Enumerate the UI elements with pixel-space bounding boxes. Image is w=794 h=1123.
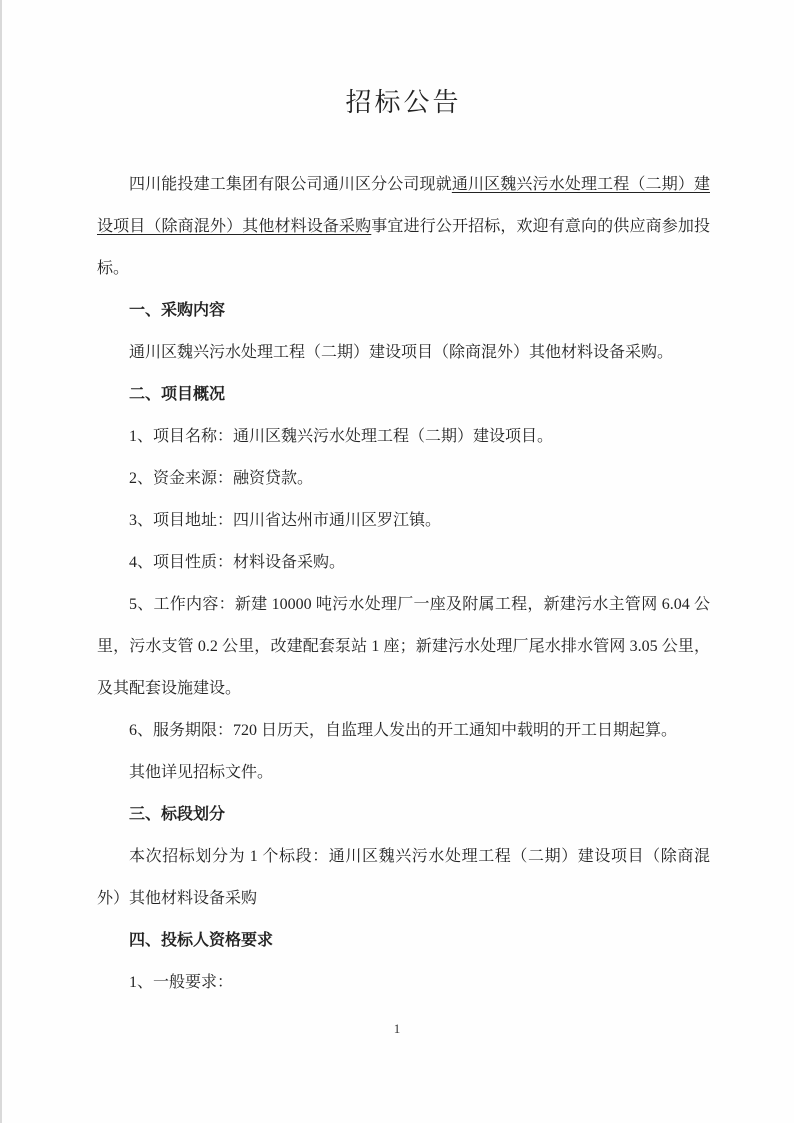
section2-item-service-period: 6、服务期限：720 日历天，自监理人发出的开工通知中载明的开工日期起算。	[129, 722, 678, 739]
section2-note: 其他详见招标文件。	[129, 764, 274, 781]
section2-heading: 二、项目概况	[129, 386, 226, 403]
page-number: 1	[393, 1021, 401, 1036]
intro-underlined-project-name: 通川区魏兴污水处理工程（二期）建设项目（除商混外）其他材料设备采购	[97, 176, 710, 235]
section3-heading: 三、标段划分	[129, 806, 226, 823]
section4-heading: 四、投标人资格要求	[129, 932, 274, 949]
intro-paragraph	[97, 164, 710, 290]
intro-suffix-text: 事宜进行公开招标，欢迎有意向的供应商参加投标。	[97, 218, 710, 277]
section2-item-work-content: 5、工作内容：新建 10000 吨污水处理厂一座及附属工程，新建污水主管网 6.04 公里，污水支管 0.2 公里，改建配套泵站 1 座；新建污水处理厂尾水排水管网 3.05 公里，及其配套设施建设。	[97, 596, 710, 697]
section2-item-funding-source: 2、资金来源：融资贷款。	[129, 470, 314, 487]
document-title: 招标公告	[345, 88, 462, 117]
section2-item-project-nature: 4、项目性质：材料设备采购。	[129, 554, 346, 571]
section4-item-general-requirements: 1、一般要求：	[129, 974, 234, 991]
section1-body: 通川区魏兴污水处理工程（二期）建设项目（除商混外）其他材料设备采购。	[129, 344, 674, 361]
section3-body: 本次招标划分为 1 个标段：通川区魏兴污水处理工程（二期）建设项目（除商混外）其他材料设备采购	[97, 848, 710, 907]
section2-item-project-address: 3、项目地址：四川省达州市通川区罗江镇。	[129, 512, 442, 529]
document-content	[97, 0, 710, 1004]
intro-prefix-text: 四川能投建工集团有限公司通川区分公司现就	[129, 176, 452, 193]
section1-heading: 一、采购内容	[129, 302, 226, 319]
section2-item-project-name: 1、项目名称：通川区魏兴污水处理工程（二期）建设项目。	[129, 428, 554, 445]
scan-edge-artifact	[0, 0, 2, 1123]
